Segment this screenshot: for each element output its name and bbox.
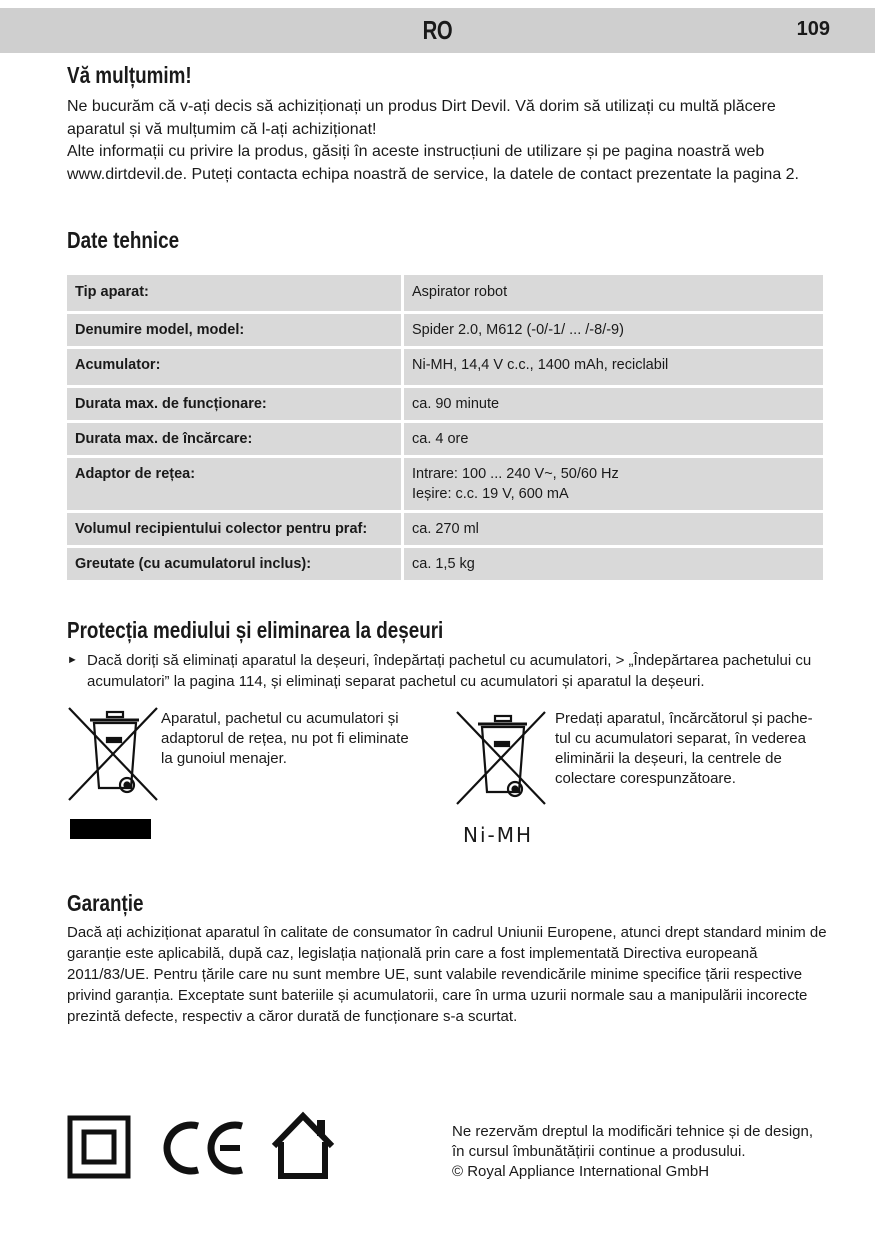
spec-value: ca. 90 minute xyxy=(404,388,823,420)
indoor-use-icon xyxy=(268,1110,338,1182)
battery-type-label: Ni-MH xyxy=(463,823,534,847)
warranty-paragraph: Dacă ați achiziționat aparatul în calitate de consumator în cadrul Uniunii Europene, atunci drept standard minim de garanție este aplicabilă, după caz, legislația națională prin care a fost implementată Directiva europeană 2011/83/UE. Pentru țările care nu sunt membre UE, sunt valabile revendicările minime specifice țării respective privind garanția. Exceptate sunt bateriile și acumulatorii, care în urma uzurii normale sau a manipulării incorecte prezintă defecte, respectiv a căror durată de funcționare s-a scurtat. xyxy=(67,924,827,1025)
table-row xyxy=(67,423,823,455)
bin-note-line: eliminării la deșeuri, la centrele de xyxy=(555,750,782,767)
footer-line: © Royal Appliance International GmbH xyxy=(452,1163,710,1180)
footer-line: Ne rezervăm dreptul la modificări tehnice și de design, xyxy=(452,1123,814,1140)
bin-note-line: Aparatul, pachetul cu acumulatori și xyxy=(161,710,399,727)
bin-note-line: colectare corespunzătoare. xyxy=(555,770,736,787)
crossed-out-bin-icon xyxy=(455,710,547,806)
table-row xyxy=(67,349,823,385)
crossed-out-bin-icon xyxy=(67,706,159,802)
spec-value: ca. 4 ore xyxy=(404,423,823,455)
header-bar xyxy=(0,8,875,53)
bin-note-line: la gunoiul menajer. xyxy=(161,750,287,767)
table-row xyxy=(67,548,823,580)
warranty-heading: Garanție xyxy=(67,890,144,916)
ce-mark-icon xyxy=(160,1118,250,1178)
table-row xyxy=(67,458,823,510)
bullet-text: Dacă doriți să eliminați aparatul la deșeuri, îndepărtați pachetul cu acumulatori, > „Îndepărtarea pachetului cu acumulatori” la pagina 114, și eliminați separat pachetul cu acumulatori și aparatul la deșeuri. xyxy=(87,652,812,690)
spec-label: Acumulator: xyxy=(67,349,401,385)
bin-note-line: adaptorul de rețea, nu pot fi eliminate xyxy=(161,730,409,747)
spec-value: ca. 1,5 kg xyxy=(404,548,823,580)
bin-note-right xyxy=(555,709,813,789)
spec-value-line: Intrare: 100 ... 240 V~, 50/60 Hz xyxy=(412,466,619,482)
thanks-paragraph-2: Alte informații cu privire la produs, găsiți în aceste instrucțiuni de utilizare și pe pagina noastră web www.dirtdevil.de. Puteți contacta echipa noastră de service, la datele de contact prezentate la pagina 2. xyxy=(67,143,799,183)
language-code: RO xyxy=(422,15,453,45)
spec-label: Tip aparat: xyxy=(67,275,401,311)
spec-label: Durata max. de funcționare: xyxy=(67,388,401,420)
table-row xyxy=(67,275,823,311)
table-row xyxy=(67,314,823,346)
bin-note-line: Predați aparatul, încărcătorul și pache- xyxy=(555,710,813,727)
tech-data-table xyxy=(64,272,826,583)
page-number: 109 xyxy=(796,18,830,40)
table-row xyxy=(67,513,823,545)
tech-data-heading: Date tehnice xyxy=(67,227,180,253)
footer-line: în cursul îmbunătățirii continue a produsului. xyxy=(452,1143,746,1160)
spec-label: Adaptor de rețea: xyxy=(67,458,401,510)
spec-label: Greutate (cu acumulatorul inclus): xyxy=(67,548,401,580)
table-row xyxy=(67,388,823,420)
spec-value: Spider 2.0, M612 (-0/-1/ ... /-8/-9) xyxy=(404,314,823,346)
arrow-bullet-icon: ► xyxy=(67,654,78,666)
environment-heading: Protecția mediului și eliminarea la deșeuri xyxy=(67,617,444,643)
black-bar-marking xyxy=(70,819,151,839)
spec-label: Volumul recipientului colector pentru praf: xyxy=(67,513,401,545)
thanks-heading: Vă mulțumim! xyxy=(67,62,192,88)
bin-note-left xyxy=(161,709,409,769)
spec-label: Denumire model, model: xyxy=(67,314,401,346)
spec-value-line: Ieșire: c.c. 19 V, 600 mA xyxy=(412,486,569,502)
thanks-paragraph-1: Ne bucurăm că v-ați decis să achiziționați un produs Dirt Devil. Vă dorim să utilizați cu multă plăcere aparatul și vă mulțumim că l-ați achiziționat! xyxy=(67,98,776,138)
spec-value: ca. 270 ml xyxy=(404,513,823,545)
spec-value: Ni-MH, 14,4 V c.c., 1400 mAh, reciclabil xyxy=(404,349,823,385)
bin-note-line: tul cu acumulatori separat, în vederea xyxy=(555,730,806,747)
list-item xyxy=(67,650,832,692)
protection-class-ii-icon xyxy=(67,1115,131,1179)
spec-value: Aspirator robot xyxy=(404,275,823,311)
spec-value xyxy=(404,458,823,510)
spec-label: Durata max. de încărcare: xyxy=(67,423,401,455)
footer-note xyxy=(452,1122,842,1182)
